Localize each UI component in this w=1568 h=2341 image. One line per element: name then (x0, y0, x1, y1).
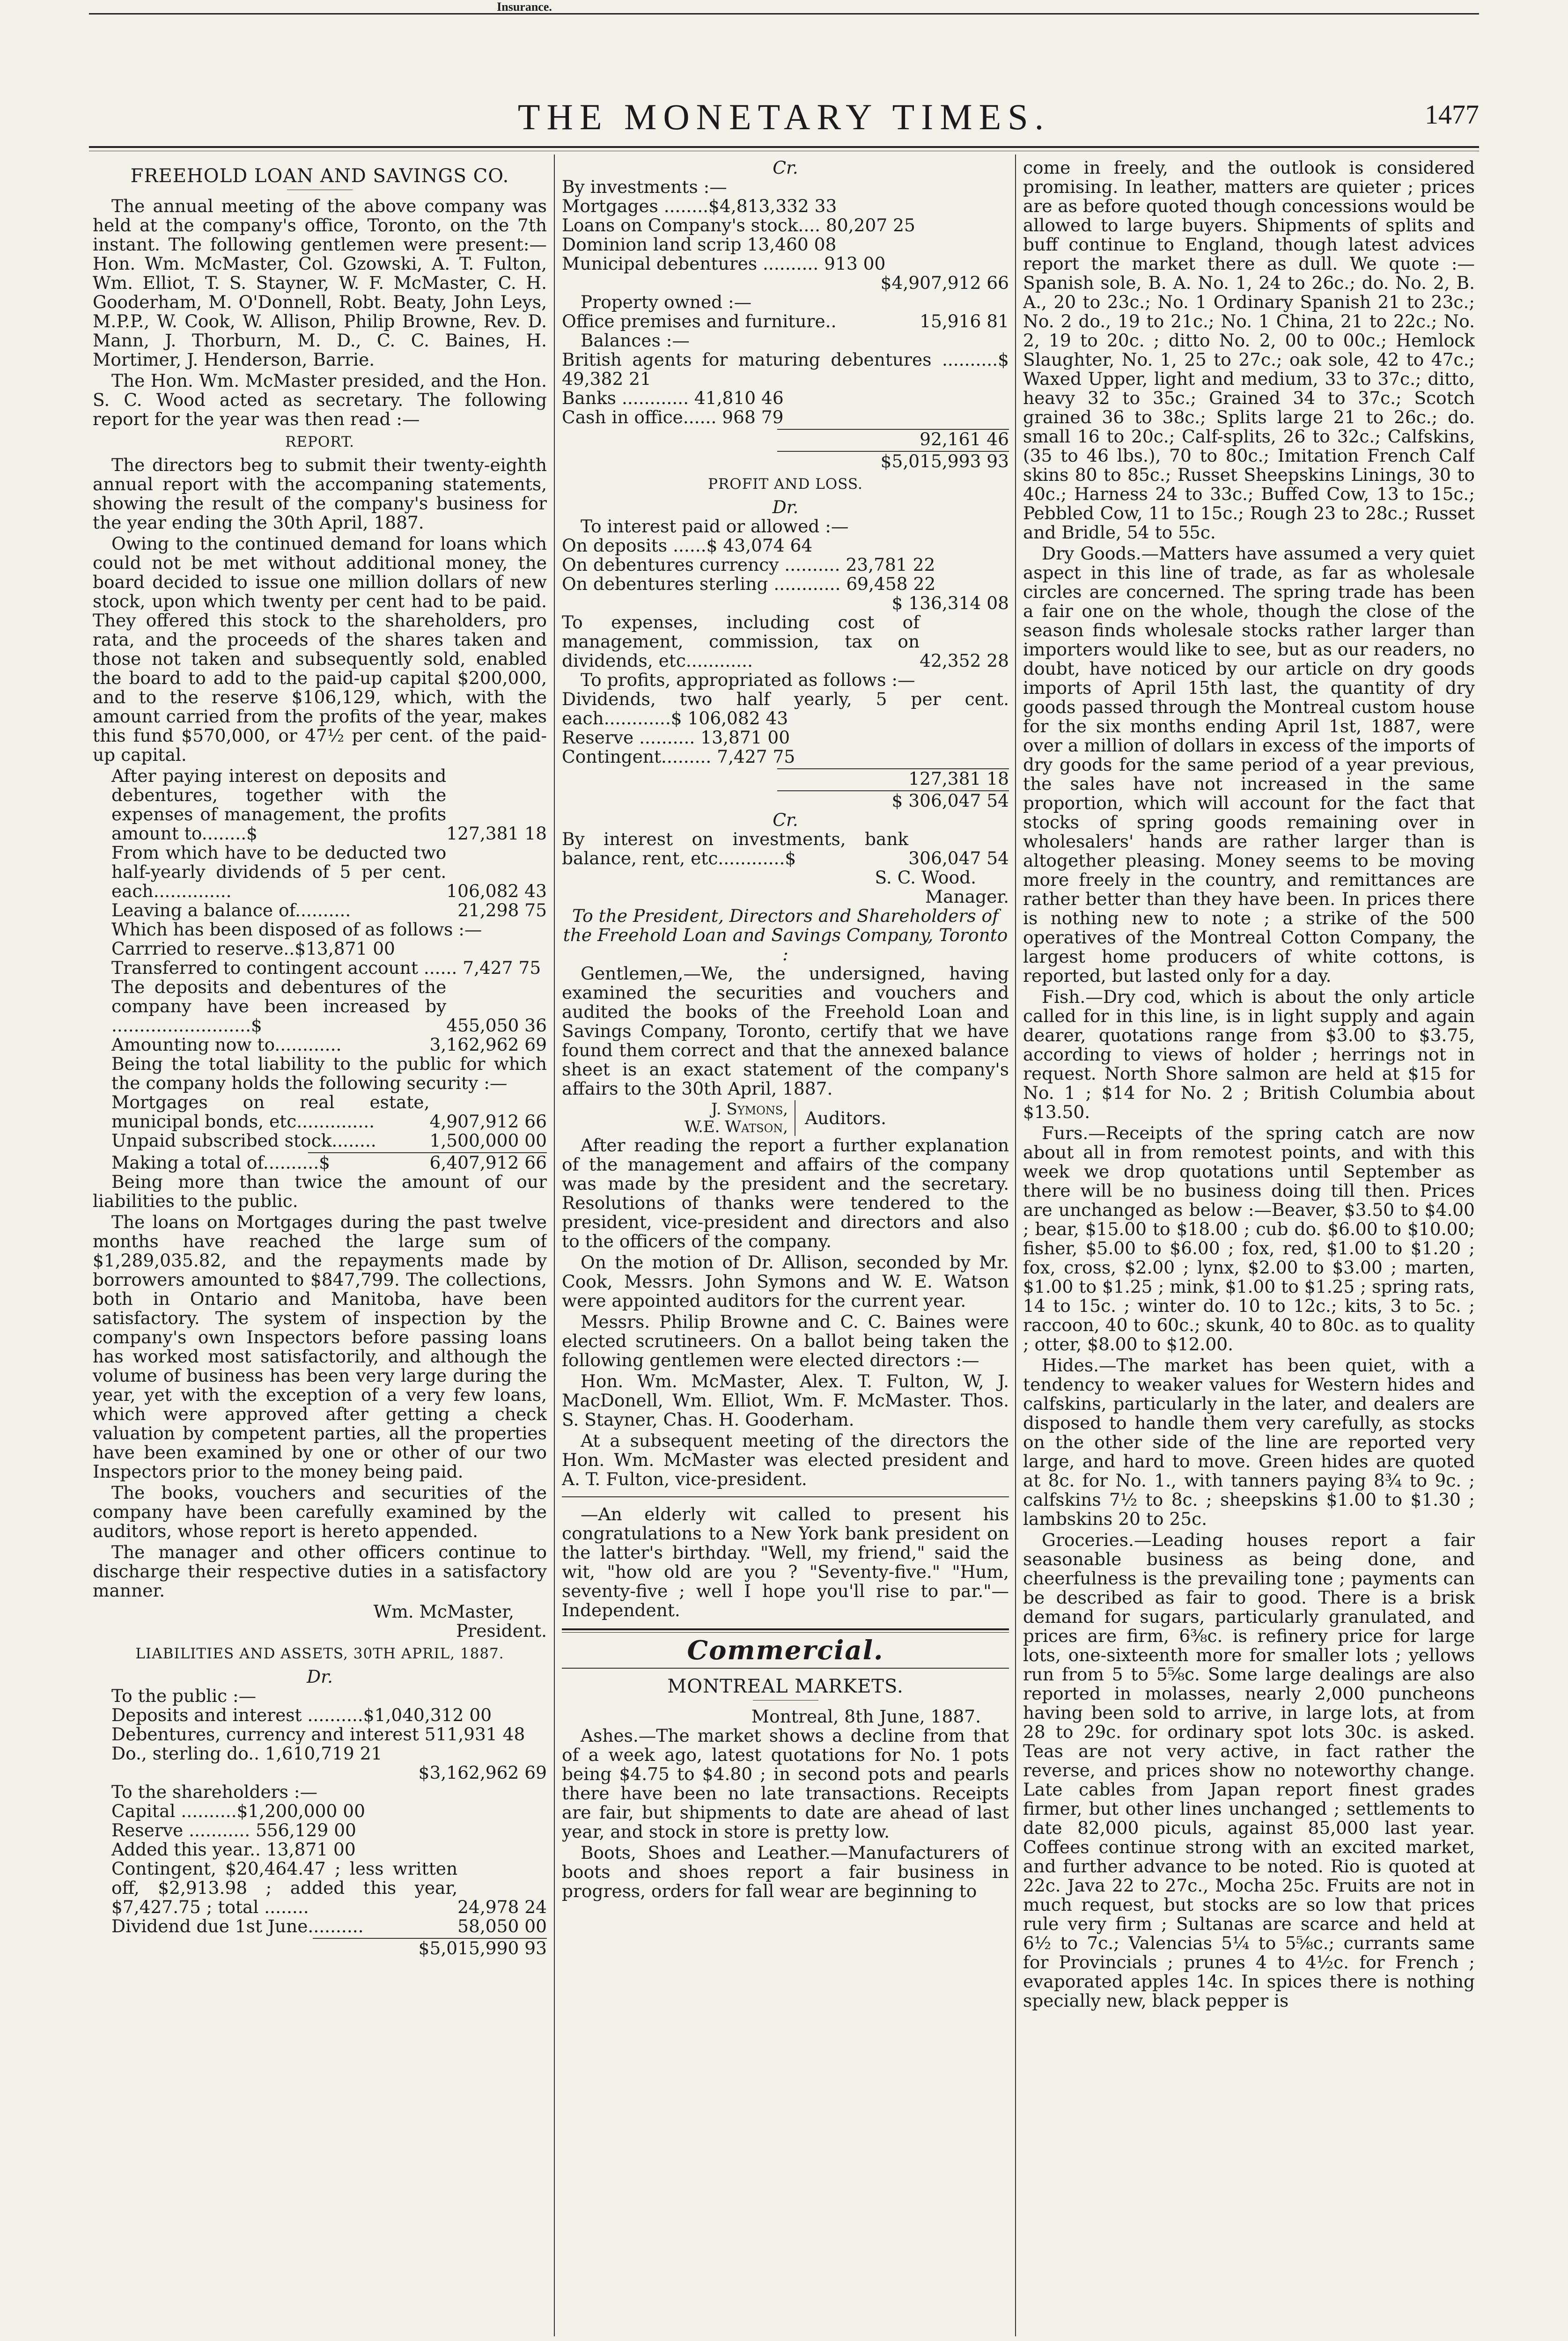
ledger-row (562, 350, 1009, 389)
assets-investments (562, 197, 1009, 273)
ledger-label: On deposits ......$ 43,074 64 (562, 535, 813, 556)
column-divider (1015, 155, 1016, 2336)
ledger-label: Unpaid subscribed stock........ (111, 1130, 376, 1151)
ledger-label: After paying interest on deposits and debentures, together with the expenses of management, the profits amount to........$ (111, 766, 447, 844)
grand-total: $ 306,047 54 (891, 790, 1009, 811)
newspaper-title: THE MONETARY TIMES. (517, 96, 1051, 137)
paragraph: At a subsequent meeting of the directors the Hon. Wm. McMaster was elected president and A. T. Fulton, vice-president. (562, 1430, 1009, 1489)
ledger-amount: 6,407,912 66 (429, 1152, 547, 1173)
paragraph: The directors beg to submit their twenty-eighth annual report with the accompaning statements, showing the result of the company's business for the year ending the 30th April, 1887. (93, 455, 547, 533)
masthead (89, 96, 1479, 140)
ledger-amount: 3,162,962 69 (429, 1034, 547, 1055)
paragraph: Hon. Wm. McMaster, Alex. T. Fulton, W, J. MacDonell, Wm. Elliot, Wm. F. McMaster. Thos. S. Stayner, Chas. H. Gooderham. (562, 1371, 1009, 1430)
ledger-row (562, 536, 1009, 555)
ledger-amount: 4,907,912 66 (429, 1111, 547, 1132)
ledger-row (562, 728, 1009, 747)
section-label: REPORT. (285, 434, 354, 450)
signature-title: Manager. (925, 886, 1009, 907)
group-label: Balances :— (581, 330, 690, 351)
ledger-amount: 42,352 28 (920, 650, 1009, 671)
ledger-label: Office premises and furniture.. (562, 311, 837, 331)
ledger-row (93, 958, 547, 978)
ledger-row (93, 1821, 547, 1840)
paragraph: Owing to the continued demand for loans which could not be met without additional money, the board decided to issue one million dollars of new stock, upon which twenty per cent had to be paid. They offered this stock to the shareholders, pro rata, and the proceeds of the shares taken and those not taken and subsequently sold, enabled the board to add to the paid-up capital $200,000, and to the reserve $106,129, which, with the amount carried from the profits of the year, makes this fund $570,000, or 47½ per cent. of the paid-up capital. (93, 533, 547, 765)
ledger-label: By interest on investments, bank balance, rent, etc............$ (562, 829, 909, 869)
liabilities-public (93, 1706, 547, 1763)
header-rule (89, 146, 1479, 148)
paragraph: Messrs. Philip Browne and C. C. Baines were elected scrutineers. On a ballot being taken the following gentlemen were elected directors :— (562, 1311, 1009, 1370)
group-label: To the public :— (111, 1686, 257, 1706)
top-fragment: Insurance. (497, 0, 552, 14)
ledger-label: Amounting now to............ (111, 1034, 342, 1055)
ledger-row (93, 1153, 547, 1172)
paragraph: The annual meeting of the above company was held at the company's office, Toronto, on the 7th instant. The following gentlemen were present:—Hon. Wm. McMaster, Col. Gzowski, A. T. Fulton, Wm. Elliot, T. S. Stayner, W. F. McMaster, C. H. Gooderham, M. O'Donnell, Robt. Beaty, John Leys, M.P.P., W. Cook, W. Allison, Philip Browne, Rev. D. Mann, J. Thorburn, M. D., C. C. Baines, H. Mortimer, J. Henderson, Barrie. (93, 196, 547, 370)
ledger-label: Capital ..........$1,200,000 00 (111, 1801, 365, 1821)
ledger-row (562, 830, 1009, 868)
ledger-amount: 127,381 18 (446, 823, 547, 844)
ledger-row (93, 1093, 547, 1131)
ledger-amount: 58,050 00 (457, 1916, 547, 1936)
ledger-label: British agents for maturing debentures ..........$ 49,382 21 (562, 349, 1009, 389)
auditor-name: J. Symons, (711, 1100, 788, 1119)
paragraph: Fish.—Dry cod, which is about the only article called for in this line, is in light supply and again dearer, quotations range from $3.00 to $3.75, according to views of holder ; herrings not in request. North Shore salmon are held at $15 for No. 1 ; $14 for No. 2 ; British Columbia about $13.50. (1023, 986, 1475, 1122)
paragraph: come in freely, and the outlook is considered promising. In leather, matters are quieter ; prices are as before quoted though concessions would be allowed to large buyers. Shipments of splits and buff continue to England, though latest advices report the market there as dull. We quote :—Spanish sole, B. A. No. 1, 24 to 26c.; do. No. 2, B. A., 20 to 23c.; No. 1 Ordinary Spanish 21 to 23c.; No. 2 do., 19 to 21c.; No. 1 China, 21 to 22c.; No. 2, 19 to 20c. ; ditto No. 2, 00 to 00c.; Hemlock Slaughter, No. 1, 25 to 27c.; oak sole, 42 to 47c.; Waxed Upper, light and medium, 33 to 37c.; ditto, heavy 32 to 35c.; Grained 34 to 37c.; Scotch grained 36 to 38c.; Splits large 21 to 26c.; do. small 16 to 20c.; Calf-splits, 26 to 32c.; Calfskins, (35 to 46 lbs.), 70 to 80c.; Imitation French Calf skins 80 to 85c.; Russet Sheepskins Linings, 30 to 40c.; Harness 24 to 33c.; Buffed Cow, 13 to 15c.; Pebbled Cow, 11 to 15c.; Rough 23 to 28c.; Russet and Bridle, 54 to 55c. (1023, 158, 1475, 543)
ledger-label: Reserve ........... 556,129 00 (111, 1820, 356, 1840)
section-label: PROFIT AND LOSS. (708, 476, 863, 493)
paragraph: Ashes.—The market shows a decline from that of a week ago, latest quotations for No. 1 pots being $4.75 to $4.80 ; in second pots and pearls there have been no late transactions. Receipts are fair, but shipments to date are ahead of last year, and stock in store is pretty low. (562, 1725, 1009, 1842)
paragraph: Furs.—Receipts of the spring catch are now about all in from remotest points, and with this week we drop quotations until September as there will be no business doing till then. Prices are unchanged as below :—Beaver, $3.50 to $4.00 ; bear, $15.00 to $18.00 ; cub do. $6.00 to $10.00; fisher, $5.00 to $6.00 ; fox, red, $1.00 to $1.20 ; fox, cross, $2.00 ; lynx, $2.00 to $3.00 ; marten, $1.00 to $1.25 ; mink, $1.00 to $1.25 ; spring rats, 14 to 15c. ; winter do. 10 to 12c.; kits, 3 to 5c. ; raccoon, 40 to 60c.; skunk, 40 to 80c. as to quality ; otter, $8.00 to $12.00. (1023, 1123, 1475, 1355)
paragraph: The manager and other officers continue to discharge their respective duties in a satisfactory manner. (93, 1542, 547, 1601)
ledger-label: Banks ............ 41,810 46 (562, 388, 784, 408)
group-label: Property owned :— (581, 292, 752, 312)
ledger-row (562, 254, 1009, 273)
appropriation-items (562, 690, 1009, 766)
section-rule (562, 1628, 1009, 1633)
ledger-row (93, 1917, 547, 1936)
section-rule (562, 1668, 1009, 1669)
ledger-row (93, 1725, 547, 1744)
grand-total: $5,015,993 93 (880, 451, 1009, 471)
article-heading: MONTREAL MARKETS. (667, 1676, 904, 1697)
dateline: Montreal, 8th June, 1887. (751, 1706, 981, 1727)
ledger-row (93, 978, 547, 1035)
article-heading: FREEHOLD LOAN AND SAVINGS CO. (130, 165, 509, 187)
subtotal: 127,381 18 (908, 768, 1009, 789)
ledger-row (562, 690, 1009, 728)
group-label: By investments :— (562, 177, 727, 197)
ledger-row (562, 197, 1009, 216)
auditor-names (685, 1100, 795, 1136)
ledger-amount: 306,047 54 (908, 848, 1009, 869)
ledger-amount: 1,500,000 00 (429, 1130, 547, 1151)
ledger-label: Do., sterling do.. 1,610,719 21 (111, 1743, 383, 1764)
ledger-label: Mortgages ........$4,813,332 33 (562, 196, 837, 216)
ledger-row (562, 408, 1009, 427)
ledger-row (93, 1706, 547, 1725)
ledger-row (562, 312, 1009, 331)
ledger-row (93, 1859, 547, 1917)
interest-items (562, 536, 1009, 594)
ledger-label: Added this year.. 13,871 00 (111, 1839, 356, 1860)
paragraph: The Hon. Wm. McMaster presided, and the Hon. S. C. Wood acted as secretary. The following report for the year was then read :— (93, 370, 547, 429)
auditors-signature (562, 1100, 1009, 1136)
letter-address: To the President, Directors and Shareholders of the Freehold Loan and Savings Company, Toronto : (563, 905, 1008, 964)
column-1 (93, 158, 547, 1958)
ledger-label: From which have to be deducted two half-yearly dividends of 5 per cent. each.............. (111, 842, 447, 901)
paragraph: Groceries.—Leading houses report a fair seasonable business as being done, and cheerfulness is the prevailing tone ; payments can be described as fair to good. There is a brisk demand for sugars, particularly granulated, and prices are firm, 6⅜c. is refinery price for large lots, one-sixteenth more for smaller lots ; yellows run from 5 to 5⅝c. Some large dealings are also reported in molasses, nearly 2,000 puncheons having been sold to arrive, in large lots, at from 28 to 29c. for ordinary spot lots 30c. is asked. Teas are not very active, in fact rather the reverse, and prices show no noteworthy change. Late cables from Japan report finest grades firmer, but other lines unchanged ; settlements to date 82,000 piculs, against 85,000 last year. Coffees continue strong with an excited market, and further advance to be noted. Rio is quoted at 22c. Java 22 to 27c., Mocha 25c. Fruits are not in much request, but stocks are so low that prices rule very firm ; Sultanas are scarce and held at 6½ to 7c.; Valencias 5¼ to 5⅝c.; currants same for Provincials ; prunes 4 to 4½c. for French ; evaporated apples 14c. In spices there is nothing specially new, black pepper is (1023, 1530, 1475, 2011)
signature-name: S. C. Wood. (875, 867, 976, 888)
ledger-row (562, 574, 1009, 594)
paragraph: The books, vouchers and securities of the company have been carefully examined by the auditors, whose report is hereto appended. (93, 1482, 547, 1541)
liabilities-shareholders (93, 1802, 547, 1936)
ledger-label: Loans on Company's stock.... 80,207 25 (562, 215, 915, 236)
ledger-label: Dominion land scrip 13,460 08 (562, 234, 837, 255)
credit-label: Cr. (773, 810, 798, 830)
subtotal: $3,162,962 69 (418, 1762, 547, 1783)
ledger-label: To expenses, including cost of management, commission, tax on dividends, etc............ (562, 612, 920, 671)
ledger-label: Making a total of..........$ (111, 1152, 330, 1173)
ledger-row (562, 389, 1009, 408)
commercial-heading: Commercial. (687, 1635, 884, 1666)
auditors-label: Auditors. (805, 1107, 887, 1128)
ledger-label: Which has been disposed of as follows :— (111, 919, 482, 940)
signature-name: Wm. McMaster, (373, 1601, 514, 1622)
ledger-row (562, 613, 1009, 670)
ledger-row (562, 555, 1009, 574)
ledger-row (93, 1054, 547, 1093)
ledger-label: Cash in office...... 968 79 (562, 407, 784, 427)
credit-label: Cr. (773, 158, 798, 178)
ledger-row (93, 901, 547, 920)
subtotal: $ 136,314 08 (891, 593, 1009, 613)
ledger-row (93, 1035, 547, 1054)
ledger-row (93, 843, 547, 901)
subtotal: 92,161 46 (920, 429, 1009, 449)
ledger-row (93, 1840, 547, 1859)
group-label: To interest paid or allowed :— (581, 516, 849, 537)
ledger-row (93, 1131, 547, 1150)
ledger-amount: 24,978 24 (457, 1897, 547, 1917)
paragraph: Gentlemen,—We, the undersigned, having examined the securities and vouchers and audited the books of the Freehold Loan and Savings Company, Toronto, certify that we have found them correct and that the annexed balance sheet is an exact statement of the company's affairs to the 30th April, 1887. (562, 963, 1009, 1099)
ledger-label: Being the total liability to the public for which the company holds the following security :— (111, 1053, 547, 1093)
assets-balances (562, 350, 1009, 427)
top-rule (89, 13, 1479, 15)
ledger-label: Debentures, currency and interest 511,931 48 (111, 1724, 525, 1745)
section-rule (562, 1496, 1009, 1497)
ledger-label: Reserve .......... 13,871 00 (562, 727, 790, 748)
ledger-row (93, 1744, 547, 1763)
ledger-label: Dividends, two half yearly, 5 per cent. each............$ 106,082 43 (562, 689, 1009, 729)
ledger-label: Contingent, $20,464.47 ; less written off, $2,913.98 ; added this year, $7,427.75 ; total ........ (111, 1858, 458, 1917)
ledger-label: The deposits and debentures of the company have been increased by .........................$ (111, 977, 447, 1036)
group-label: To profits, appropriated as follows :— (581, 670, 915, 690)
ledger-label: On debentures currency .......... 23,781 22 (562, 554, 935, 575)
ledger-label: On debentures sterling ............ 69,458 22 (562, 574, 936, 594)
ledger-label: Dividend due 1st June.......... (111, 1916, 364, 1936)
group-label: To the shareholders :— (111, 1782, 317, 1802)
ledger-row (93, 1802, 547, 1821)
ledger-amount: 15,916 81 (920, 311, 1009, 331)
column-divider (554, 155, 555, 2336)
ledger-label: Mortgages on real estate, municipal bonds, etc.............. (111, 1092, 430, 1132)
paragraph: The loans on Mortgages during the past twelve months have reached the large sum of $1,289,035.82, and the repayments made by borrowers amounted to $847,799. The collections, both in Ontario and Manitoba, have been satisfactory. The system of inspection by the company's own Inspectors before passing loans has worked most satisfactorily, and although the volume of business has been very large during the year, yet with the exception of a very few loans, which were approved after getting a check valuation by competent parties, all the properties have been examined by one or other of our two Inspectors prior to the money being paid. (93, 1212, 547, 1482)
ledger-amount: 21,298 75 (457, 900, 547, 920)
signature-title: President. (456, 1620, 547, 1641)
paragraph: Dry Goods.—Matters have assumed a very quiet aspect in this line of trade, as far as wholesale circles are concerned. The spring trade has been a fair one on the whole, though the close of the season finds wholesale stocks rather larger than importers would like to see, but as our readers, no doubt, have noticed by our article on dry goods imports of April 15th last, the quantity of dry goods passed through the Montreal custom house for the six months ending April 1st, 1887, were over a million of dollars in excess of the imports of dry goods for the same period of a year previous, the sales have not increased in the same proportion, which will account for the fact that stocks of spring goods remaining over in wholesalers' hands are rather larger than is altogether pleasing. Money seems to be moving more freely in the country, and remittances are rather better than they have been. In prices there is nothing new to note ; a strike of the 500 operatives of the Montreal Cotton Company, the largest home producers of white cottons, is reported, but lasted only for a day. (1023, 543, 1475, 986)
grand-total: $5,015,990 93 (418, 1938, 547, 1958)
ledger-label: Transferred to contingent account ...... 7,427 75 (111, 957, 541, 978)
ledger-row (93, 766, 547, 843)
ledger-row (562, 747, 1009, 766)
column-2 (562, 158, 1009, 1903)
anecdote: —An elderly wit called to present his congratulations to a New York bank president on the latter's birthday. "Well, my friend," said the wit, "how old are you ? "Seventy-five." "Hum, seventy-five ; well I hope you'll rise to par."—Independent. (562, 1504, 1009, 1620)
ledger-label: Deposits and interest ..........$1,040,312 00 (111, 1705, 492, 1725)
page-number: 1477 (1425, 99, 1479, 130)
section-label: LIABILITIES AND ASSETS, 30TH APRIL, 1887. (135, 1645, 504, 1662)
subtotal: $4,907,912 66 (880, 272, 1009, 293)
paragraph: Being more than twice the amount of our liabilities to the public. (93, 1171, 547, 1211)
ledger-label: Municipal debentures .......... 913 00 (562, 253, 886, 274)
ledger-amount: 455,050 36 (446, 1015, 547, 1036)
ledger-row (562, 216, 1009, 235)
report-ledger (93, 766, 547, 1150)
paragraph: Hides.—The market has been quiet, with a tendency to weaker values for Western hides and calfskins, particularly in the later, and dealers are disposed to handle them very carefully, as stocks on the other side of the line are reported very large, and hard to move. Green hides are quoted at 8c. for No. 1., with tanners paying 8¾ to 9c. ; calfskins 7½ to 8c. ; sheepskins $1.00 to $1.30 ; lambskins 20 to 25c. (1023, 1355, 1475, 1529)
ledger-amount: 106,082 43 (446, 881, 547, 901)
column-3 (1023, 158, 1475, 2012)
ledger-label: Contingent......... 7,427 75 (562, 746, 795, 767)
paragraph: Boots, Shoes and Leather.—Manufacturers of boots and shoes report a fair business in progress, orders for fall wear are beginning to (562, 1842, 1009, 1901)
auditor-name: W.E. Watson, (684, 1118, 788, 1136)
ledger-row (562, 235, 1009, 254)
ledger-label: Carrried to reserve..$13,871 00 (111, 938, 395, 959)
ledger-label: Leaving a balance of.......... (111, 900, 351, 920)
ledger-row (93, 939, 547, 958)
paragraph: On the motion of Dr. Allison, seconded by Mr. Cook, Messrs. John Symons and W. E. Watson were appointed auditors for the current year. (562, 1252, 1009, 1311)
debit-label: Dr. (307, 1666, 333, 1687)
paragraph: After reading the report a further explanation of the management and affairs of the company was made by the president and the secretary. Resolutions of thanks were tendered to the president, vice-president and directors and also to the officers of the company. (562, 1135, 1009, 1251)
heading-rule (753, 1700, 818, 1701)
debit-label: Dr. (772, 497, 799, 517)
ledger-row (93, 920, 547, 939)
